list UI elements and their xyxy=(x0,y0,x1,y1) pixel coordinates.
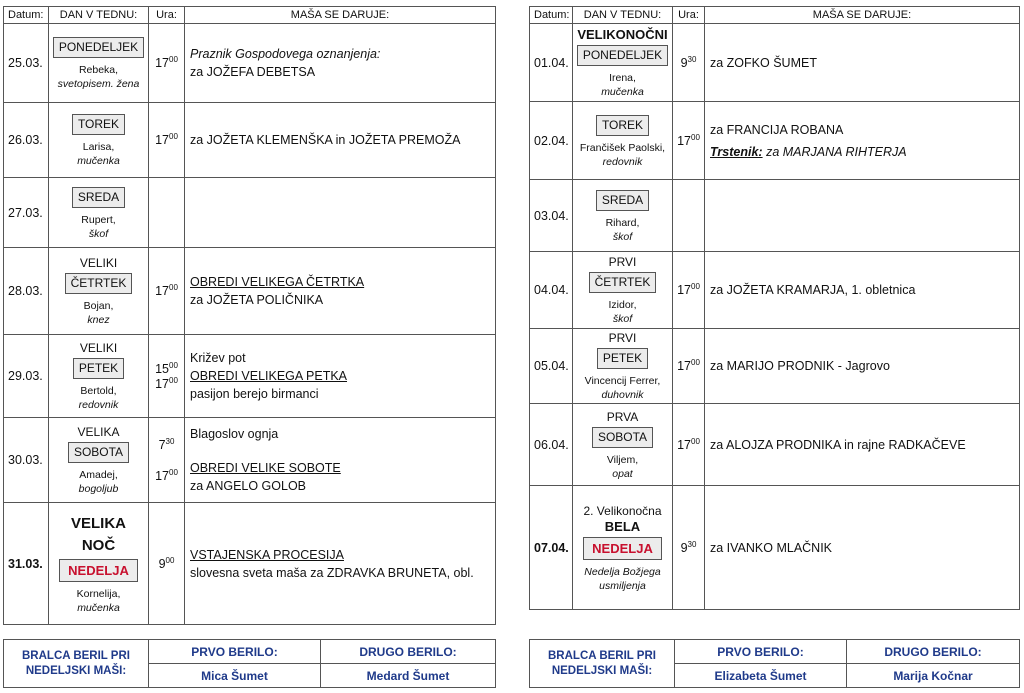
day-prefix: VELIKONOČNI xyxy=(577,26,668,42)
day-name-box: ČETRTEK xyxy=(65,273,133,294)
time-minutes: 00 xyxy=(169,55,178,65)
row-date: 29.03. xyxy=(4,335,49,418)
day-name-box: TOREK xyxy=(72,114,125,135)
mass-time: $17^{00}$ xyxy=(155,55,178,71)
saint-line1: Bertold, xyxy=(80,385,117,397)
row-mass xyxy=(185,248,496,335)
schedule-row xyxy=(4,503,496,625)
saint-name xyxy=(573,565,672,593)
saint-line2: škof xyxy=(612,230,633,243)
saint-name xyxy=(49,213,148,241)
day-prefix: VELIKI xyxy=(79,341,118,355)
row-day xyxy=(49,335,149,418)
row-mass xyxy=(185,178,496,248)
mass-intention: pasijon berejo birmanci xyxy=(190,387,319,401)
mass-intention: Blagoslov ognja xyxy=(190,427,279,441)
schedule-row xyxy=(4,103,496,178)
day-prefix: PRVA xyxy=(606,409,639,424)
saint-line2: duhovnik xyxy=(601,389,644,401)
mass-time: $9^{30}$ xyxy=(680,54,697,71)
saint-line1: Amadej, xyxy=(79,469,118,481)
saint-name xyxy=(573,374,672,402)
mass-intention: za JOŽETA POLIČNIKA xyxy=(190,293,324,307)
mass-intention: za ZOFKO ŠUMET xyxy=(710,55,817,70)
mass-intention: OBREDI VELIKE SOBOTE xyxy=(190,461,341,475)
row-mass xyxy=(185,103,496,178)
saint-name xyxy=(573,71,672,99)
saint-line1: Irena, xyxy=(609,71,636,84)
row-date: 25.03. xyxy=(4,24,49,103)
row-date: 01.04. xyxy=(530,24,573,102)
row-date: 07.04. xyxy=(530,486,573,610)
time-minutes: 00 xyxy=(165,555,175,565)
row-day xyxy=(573,329,673,404)
mass-time: $17^{00}$ xyxy=(155,132,178,148)
row-mass xyxy=(185,335,496,418)
header-time: Ura: xyxy=(673,7,705,24)
mass-time: $17^{00}$ xyxy=(677,282,700,298)
row-mass xyxy=(705,180,1020,252)
saint-name xyxy=(49,140,148,168)
row-times xyxy=(149,24,185,103)
mass-intention: za ALOJZA PRODNIKA in rajne RADKAČEVE xyxy=(710,437,966,452)
saint-name xyxy=(49,587,148,615)
mass-intention: za FRANCIJA ROBANA xyxy=(710,122,844,137)
first-reading-header: PRVO BERILO: xyxy=(675,640,847,664)
time-minutes: 00 xyxy=(169,360,178,370)
schedule-row xyxy=(530,486,1020,610)
row-mass xyxy=(705,329,1020,404)
row-mass xyxy=(705,252,1020,329)
saint-line2: škof xyxy=(88,227,109,240)
row-times xyxy=(673,180,705,252)
day-name-box: TOREK xyxy=(596,115,649,136)
row-mass xyxy=(705,24,1020,102)
readers-label-line1: BRALCA BERIL PRI xyxy=(22,649,130,662)
row-day xyxy=(49,248,149,335)
day-name-box: PONEDELJEK xyxy=(53,37,144,58)
mass-intention: slovesna sveta maša za ZDRAVKA BRUNETA, obl. xyxy=(190,565,474,580)
row-date: 26.03. xyxy=(4,103,49,178)
row-mass xyxy=(705,404,1020,486)
second-reading-header: DRUGO BERILO: xyxy=(321,640,496,664)
time-minutes: 30 xyxy=(165,436,175,446)
saint-line1: Larisa, xyxy=(82,141,115,153)
readers-table-right xyxy=(529,639,1020,688)
time-minutes: 00 xyxy=(169,468,178,477)
schedule-row xyxy=(4,335,496,418)
first-reader-name: Elizabeta Šumet xyxy=(675,664,847,688)
saint-line2: opat xyxy=(612,467,633,480)
saint-name xyxy=(573,298,672,326)
row-times xyxy=(149,103,185,178)
mass-intention: OBREDI VELIKEGA ČETRTKA xyxy=(190,275,365,289)
saint-name xyxy=(573,141,672,169)
place-label: Trstenik: xyxy=(710,144,763,159)
row-day xyxy=(573,180,673,252)
time-minutes: 30 xyxy=(687,539,697,549)
second-reading-header: DRUGO BERILO: xyxy=(847,640,1020,664)
schedule-row xyxy=(530,180,1020,252)
row-date: 27.03. xyxy=(4,178,49,248)
saint-line1: Viljem, xyxy=(606,453,639,466)
readers-label xyxy=(4,640,149,688)
row-times xyxy=(673,102,705,180)
readers-table-left xyxy=(3,639,496,688)
day-name-box: SOBOTA xyxy=(592,427,653,448)
row-date: 28.03. xyxy=(4,248,49,335)
day-prefix: 2. Velikonočna xyxy=(583,503,662,518)
saint-line1: Rebeka, xyxy=(78,64,119,76)
row-date: 31.03. xyxy=(4,503,49,625)
row-times xyxy=(673,329,705,404)
header-day: DAN V TEDNU: xyxy=(573,7,673,24)
day-prefix: PRVI xyxy=(608,255,637,269)
row-date: 05.04. xyxy=(530,329,573,404)
day-name-box: SOBOTA xyxy=(68,442,129,463)
mass-time: $7^{30}$ xyxy=(158,436,175,452)
row-date: 03.04. xyxy=(530,180,573,252)
time-minutes: 00 xyxy=(691,132,700,142)
saint-line1: Frančišek Paolski, xyxy=(579,141,666,154)
day-name-box: PETEK xyxy=(597,348,648,369)
saint-line1: Vincencij Ferrer, xyxy=(584,375,661,387)
mass-time: $17^{00}$ xyxy=(155,468,178,484)
second-reader-name: Marija Kočnar xyxy=(847,664,1020,688)
mass-intention: Praznik Gospodovega oznanjenja: xyxy=(190,47,381,61)
second-reader-name: Medard Šumet xyxy=(321,664,496,688)
day-name-box: SREDA xyxy=(596,190,649,211)
readers-label xyxy=(530,640,675,688)
saint-line2: mučenka xyxy=(77,155,120,167)
time-minutes: 00 xyxy=(691,436,700,446)
saint-line2: bogoljub xyxy=(78,483,119,495)
mass-intention: za ANGELO GOLOB xyxy=(190,479,307,493)
saint-name xyxy=(573,216,672,244)
mass-intention: Križev pot xyxy=(190,351,246,365)
mass-intention: za MARIJO PRODNIK - Jagrovo xyxy=(710,359,890,373)
row-date: 02.04. xyxy=(530,102,573,180)
mass-intention: za JOŽETA KLEMENŠKA in JOŽETA PREMOŽA xyxy=(190,133,461,147)
day-prefix: VELIKA xyxy=(77,425,120,439)
mass-time: $17^{00}$ xyxy=(677,132,700,149)
day-name-box: NEDELJA xyxy=(59,559,138,582)
mass-time: $9^{30}$ xyxy=(680,539,697,556)
day-name-box: SREDA xyxy=(72,187,125,208)
saint-line2: mučenka xyxy=(77,601,120,614)
row-times xyxy=(673,24,705,102)
day-name-box: ČETRTEK xyxy=(589,272,657,293)
row-date: 04.04. xyxy=(530,252,573,329)
header-date: Datum: xyxy=(530,7,573,24)
day-prefix: NOČ xyxy=(81,536,116,554)
header-time: Ura: xyxy=(149,7,185,24)
row-times xyxy=(149,418,185,503)
saint-line2: redovnik xyxy=(78,399,119,411)
header-mass: MAŠA SE DARUJE: xyxy=(705,7,1020,24)
saint-line2: knez xyxy=(87,314,110,326)
saint-line1: Rupert, xyxy=(81,213,116,226)
first-reading-header: PRVO BERILO: xyxy=(149,640,321,664)
row-day xyxy=(49,178,149,248)
row-mass xyxy=(185,24,496,103)
mass-intention: za JOŽETA KRAMARJA, 1. obletnica xyxy=(710,283,916,297)
saint-line2: škof xyxy=(612,313,633,325)
row-day xyxy=(49,103,149,178)
row-mass xyxy=(705,486,1020,610)
saint-name xyxy=(49,299,148,327)
day-prefix: VELIKI xyxy=(79,256,118,270)
schedule-row xyxy=(4,24,496,103)
time-minutes: 30 xyxy=(687,54,697,64)
day-prefix: VELIKA xyxy=(70,514,126,532)
row-times xyxy=(673,404,705,486)
header-day: DAN V TEDNU: xyxy=(49,7,149,24)
mass-intention: za IVANKO MLAČNIK xyxy=(710,540,833,555)
mass-time: $17^{00}$ xyxy=(677,358,700,374)
row-times xyxy=(149,178,185,248)
saint-name xyxy=(49,468,148,496)
row-date: 06.04. xyxy=(530,404,573,486)
schedule-row xyxy=(4,418,496,503)
mass-intention: za JOŽEFA DEBETSA xyxy=(190,65,316,79)
row-day xyxy=(49,503,149,625)
readers-label-line2: NEDELJSKI MAŠI: xyxy=(25,664,127,677)
mass-time: $17^{00}$ xyxy=(155,283,178,299)
row-mass xyxy=(705,102,1020,180)
saint-line1: Rihard, xyxy=(605,216,640,229)
saint-name xyxy=(573,453,672,481)
mass-time: $15^{00}$ xyxy=(155,360,178,376)
schedule-row xyxy=(530,102,1020,180)
schedule-table-right xyxy=(529,6,1020,610)
saint-line1: Nedelja Božjega xyxy=(584,565,661,578)
row-date: 30.03. xyxy=(4,418,49,503)
header-mass: MAŠA SE DARUJE: xyxy=(185,7,496,24)
saint-name xyxy=(49,63,148,91)
schedule-row xyxy=(530,252,1020,329)
day-name-box: PONEDELJEK xyxy=(577,45,668,66)
saint-line2: mučenka xyxy=(601,85,644,98)
day-prefix: BELA xyxy=(604,518,641,534)
row-day xyxy=(49,24,149,103)
time-minutes: 00 xyxy=(169,283,178,293)
schedule-row xyxy=(530,329,1020,404)
row-times xyxy=(149,335,185,418)
row-day xyxy=(573,404,673,486)
row-day xyxy=(573,24,673,102)
saint-line1: Kornelija, xyxy=(76,587,121,600)
day-prefix: PRVI xyxy=(608,331,637,345)
saint-line1: Izidor, xyxy=(608,299,637,311)
place-intention: za MARJANA RIHTERJA xyxy=(766,144,907,159)
schedule-row xyxy=(530,24,1020,102)
saint-name xyxy=(49,384,148,412)
row-day xyxy=(49,418,149,503)
time-minutes: 00 xyxy=(169,376,178,385)
row-times xyxy=(673,252,705,329)
mass-intention xyxy=(710,143,1019,161)
readers-label-line1: BRALCA BERIL PRI xyxy=(548,649,656,662)
time-minutes: 00 xyxy=(169,132,178,142)
time-minutes: 00 xyxy=(691,358,700,368)
header-date: Datum: xyxy=(4,7,49,24)
row-times xyxy=(149,503,185,625)
schedule-row xyxy=(4,248,496,335)
row-mass xyxy=(185,503,496,625)
row-day xyxy=(573,252,673,329)
schedule-table-left xyxy=(3,6,496,625)
saint-line2: svetopisem. žena xyxy=(57,78,140,90)
row-day xyxy=(573,486,673,610)
schedule-row xyxy=(4,178,496,248)
row-day xyxy=(573,102,673,180)
mass-intention: OBREDI VELIKEGA PETKA xyxy=(190,369,348,383)
first-reader-name: Mica Šumet xyxy=(149,664,321,688)
mass-intention: VSTAJENSKA PROCESIJA xyxy=(190,547,344,562)
row-times xyxy=(673,486,705,610)
saint-line2: redovnik xyxy=(602,155,643,168)
saint-line2: usmiljenja xyxy=(599,579,646,592)
mass-time: $9^{00}$ xyxy=(158,555,175,572)
row-times xyxy=(149,248,185,335)
day-name-box: PETEK xyxy=(73,358,124,379)
row-mass xyxy=(185,418,496,503)
schedule-row xyxy=(530,404,1020,486)
mass-time: $17^{00}$ xyxy=(155,376,178,392)
time-minutes: 00 xyxy=(691,282,700,292)
readers-label-line2: NEDELJSKI MAŠI: xyxy=(551,664,653,677)
mass-time: $17^{00}$ xyxy=(677,436,700,453)
day-name-box: NEDELJA xyxy=(583,537,662,560)
saint-line1: Bojan, xyxy=(83,300,114,312)
